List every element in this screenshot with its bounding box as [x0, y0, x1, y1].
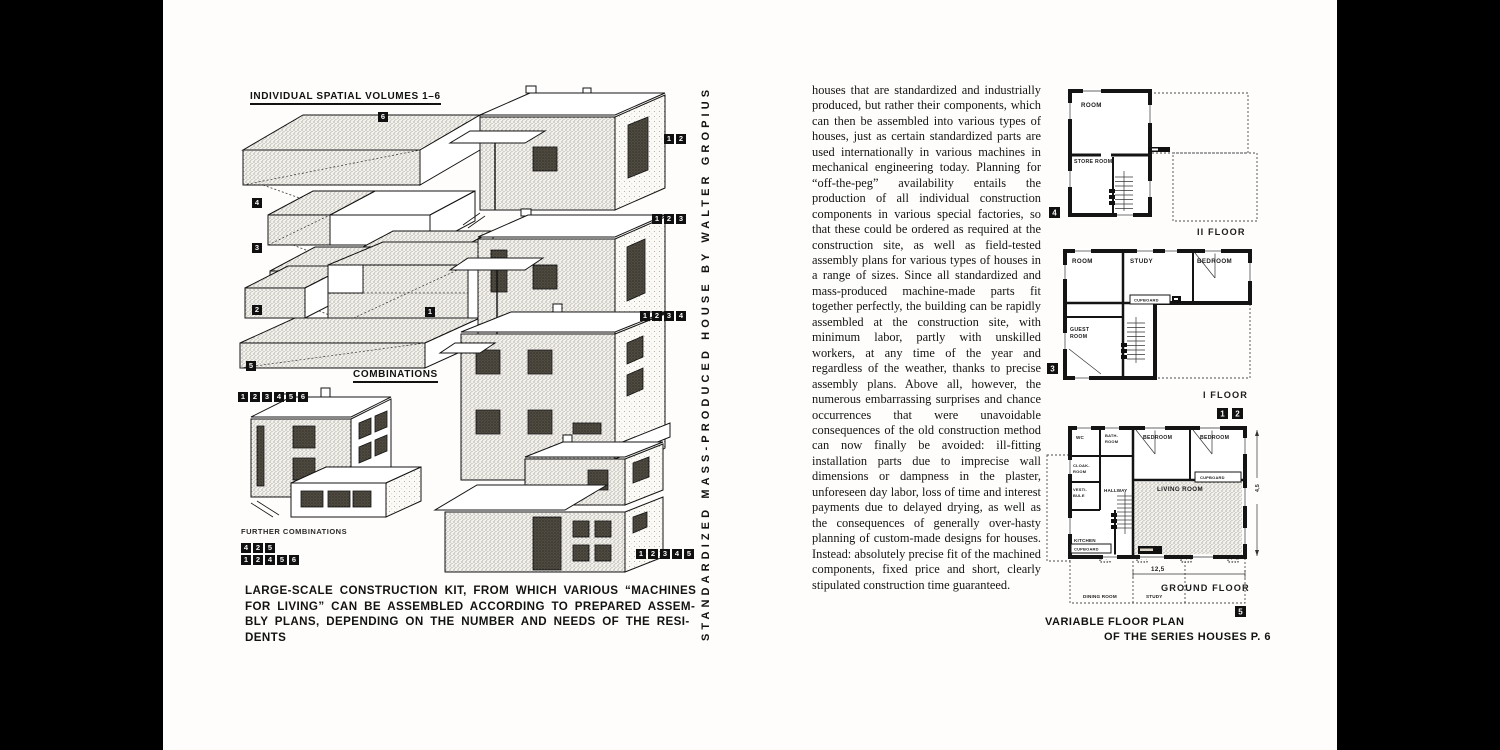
volume-number-badge: 2 [253, 555, 263, 565]
caption-line: BLY PLANS, DEPENDING ON THE NUMBER AND NEEDS OF THE RESI- [245, 615, 690, 629]
plan-connector-slit [1152, 149, 1158, 151]
construction-kit-caption [245, 583, 696, 645]
room-label: BATH- [1105, 433, 1119, 438]
stair-step-mark [1111, 519, 1117, 523]
room-label: WC [1076, 435, 1085, 440]
caption-line: FOR LIVING” CAN BE ASSEMBLED ACCORDING TO PREPARED ASSEM- [245, 599, 696, 613]
volume-number-badge: 1 [652, 214, 662, 224]
volume-number-badge: 5 [277, 555, 287, 565]
stair-step-mark [1121, 343, 1127, 347]
room-label: STORE ROOM [1074, 159, 1113, 165]
combinations-badges [238, 386, 310, 404]
volume-number-badge: 5 [265, 543, 275, 553]
room-label: LIVING ROOM [1157, 486, 1203, 493]
room-label: ROOM [1070, 334, 1088, 340]
volume-number-badge: 4 [241, 543, 251, 553]
volume-number-badge: 3 [660, 549, 670, 559]
plan-title: GROUND FLOOR [1161, 583, 1250, 593]
volume-number-badge: 3 [262, 392, 272, 402]
room-label: CUPBOARD [1134, 297, 1159, 303]
floor-plan-caption-line2: OF THE SERIES HOUSES P. 6 [1104, 631, 1271, 643]
volumes-title: INDIVIDUAL SPATIAL VOLUMES 1–6 [250, 91, 441, 105]
volume-number-badge: 6 [298, 392, 308, 402]
room-label: STUDY [1130, 258, 1153, 265]
plan-dotted-extension [1150, 93, 1248, 153]
stair-step-mark [1121, 349, 1127, 353]
plan-connector [1148, 147, 1170, 152]
volume-number-badge: 4 [676, 311, 686, 321]
plan-dotted-extension [1155, 303, 1250, 378]
svg-text:1: 1 [1220, 409, 1225, 419]
room-label: GUEST [1070, 327, 1090, 333]
stair-step-mark [1109, 195, 1115, 199]
stair-step-mark [1111, 525, 1117, 529]
room-label: ROOM [1105, 439, 1119, 444]
volume-number-badge: 4 [265, 555, 275, 565]
room-label: HALLWAY [1104, 488, 1128, 493]
house-12-drawing [450, 86, 665, 228]
volume-number-badge: 5 [684, 549, 694, 559]
volume-number-badge: 6 [378, 112, 388, 122]
volume-number-badge: 3 [252, 243, 262, 253]
volume-number-badge: 1 [241, 555, 251, 565]
dimension-label-height: 4,5 [1255, 483, 1261, 492]
room-label: BEDROOM [1197, 258, 1233, 265]
house-12-badges [664, 128, 688, 146]
stair-step-mark [1111, 513, 1117, 517]
plan-ground-floor [1045, 398, 1277, 622]
volume-number-badge: 5 [246, 361, 256, 371]
svg-text:3: 3 [1050, 364, 1055, 374]
volume-number-badge: 2 [250, 392, 260, 402]
stair-step-mark [1109, 201, 1115, 205]
volume-number-badge: 1 [640, 311, 650, 321]
volume-number-badge: 2 [252, 305, 262, 315]
volume-number-badge: 2 [664, 214, 674, 224]
volume-number-badge: 1 [425, 307, 435, 317]
plan-second-floor [1045, 85, 1267, 240]
volume-number-badge: 3 [676, 214, 686, 224]
volume-number-badge: 1 [238, 392, 248, 402]
house-123-badges [652, 208, 688, 226]
volume-number-badge: 2 [652, 311, 662, 321]
body-text-column: houses that are standardized and industrially produced, but rather their components, which can then be assembled into various types of houses, just as certain standardized parts are used internationally in various machines in mechanical engineering today. Planning for “off-the-peg” availability entails the production of all individual construction components in various special factories, so that these could be ordered as required at the construction site, as well as field-tested assembly plans for various types of houses in a range of sizes. Since all standardized and mass-produced machine-made parts fit together perfectly, the building can be rapidly assembled at the construction site, with minimum labor, partly with unskilled workers, at any time of the year and regardless of the weather, thanks to precise assembly plans. Above all, however, the numerous embarrassing surprises and chance occurrences that were unavoidable consequences of the old construction method can now finally be avoided: ill-fitting installation parts due to imprecise wall dimensions or dampness in the plaster, unforeseen day labor, loss of time and interest payments due to delayed drying, as well as the consequences of generally over-hasty planning of custom-made designs for houses. Instead: absolutely precise fit of the machined components, fixed price and short, clearly stipulated construction time guaranteed. [812, 83, 1041, 592]
plan-title: II FLOOR [1197, 227, 1246, 237]
room-label: BEDROOM [1200, 435, 1230, 441]
volume-6-drawing [243, 115, 480, 185]
svg-text:5: 5 [1238, 607, 1243, 617]
room-label: STUDY [1146, 594, 1163, 599]
house-1234-badges [640, 305, 688, 323]
caption-line: DENTS [245, 630, 287, 644]
plan-dotted-extension [1173, 153, 1257, 221]
svg-text:4: 4 [1052, 208, 1057, 218]
volume-number-badge: 3 [664, 311, 674, 321]
volume-number-badge: 4 [672, 549, 682, 559]
stair-step-mark [1121, 355, 1127, 359]
room-label: KITCHEN [1074, 538, 1096, 543]
plan-title: I FLOOR [1203, 390, 1248, 400]
house-12345-badges [636, 543, 696, 561]
volume-number-badge: 2 [253, 543, 263, 553]
volume-number-badge: 2 [648, 549, 658, 559]
further-combinations-title: FURTHER COMBINATIONS [241, 527, 348, 536]
plan-dotted-terrace [1047, 455, 1070, 561]
plan-fixture-slit [1140, 549, 1153, 552]
plan-first-floor [1045, 243, 1267, 405]
combinations-title: COMBINATIONS [353, 369, 438, 383]
volume-number-badge: 1 [636, 549, 646, 559]
svg-text:2: 2 [1235, 409, 1240, 419]
dimension-height [1255, 430, 1261, 556]
room-label: BULE [1073, 493, 1085, 498]
volume-5-drawing [240, 318, 480, 368]
volume-number-badge: 2 [676, 134, 686, 144]
volume-number-badge: 1 [664, 134, 674, 144]
combination-house-drawing [251, 388, 421, 517]
room-label: CLOAK- [1073, 463, 1090, 468]
volume-number-badge: 6 [289, 555, 299, 565]
volume-number-badge: 4 [252, 198, 262, 208]
construction-kit-illustration [233, 85, 733, 585]
room-label: ROOM [1081, 102, 1102, 109]
room-label: ROOM [1073, 469, 1087, 474]
volume-number-badge: 5 [286, 392, 296, 402]
dimension-label-width: 12,5 [1151, 566, 1165, 573]
room-label: CUPBOARD [1074, 546, 1099, 552]
room-label: ROOM [1072, 258, 1093, 265]
room-label: BEDROOM [1143, 435, 1173, 441]
caption-line: LARGE-SCALE CONSTRUCTION KIT, FROM WHICH VARIOUS “MACHINES [245, 584, 697, 597]
further-combination-badges-row2 [241, 549, 301, 567]
stair-step-mark [1109, 189, 1115, 193]
floor-plan-caption-line1: VARIABLE FLOOR PLAN [1045, 616, 1185, 628]
volume-number-badge: 4 [274, 392, 284, 402]
room-label: DINING ROOM [1083, 594, 1117, 599]
vertical-page-title: STANDARDIZED MASS-PRODUCED HOUSE BY WALTER GROPIUS [700, 85, 712, 641]
room-label: CUPBOARD [1200, 475, 1225, 480]
room-label: VESTI- [1073, 487, 1088, 492]
